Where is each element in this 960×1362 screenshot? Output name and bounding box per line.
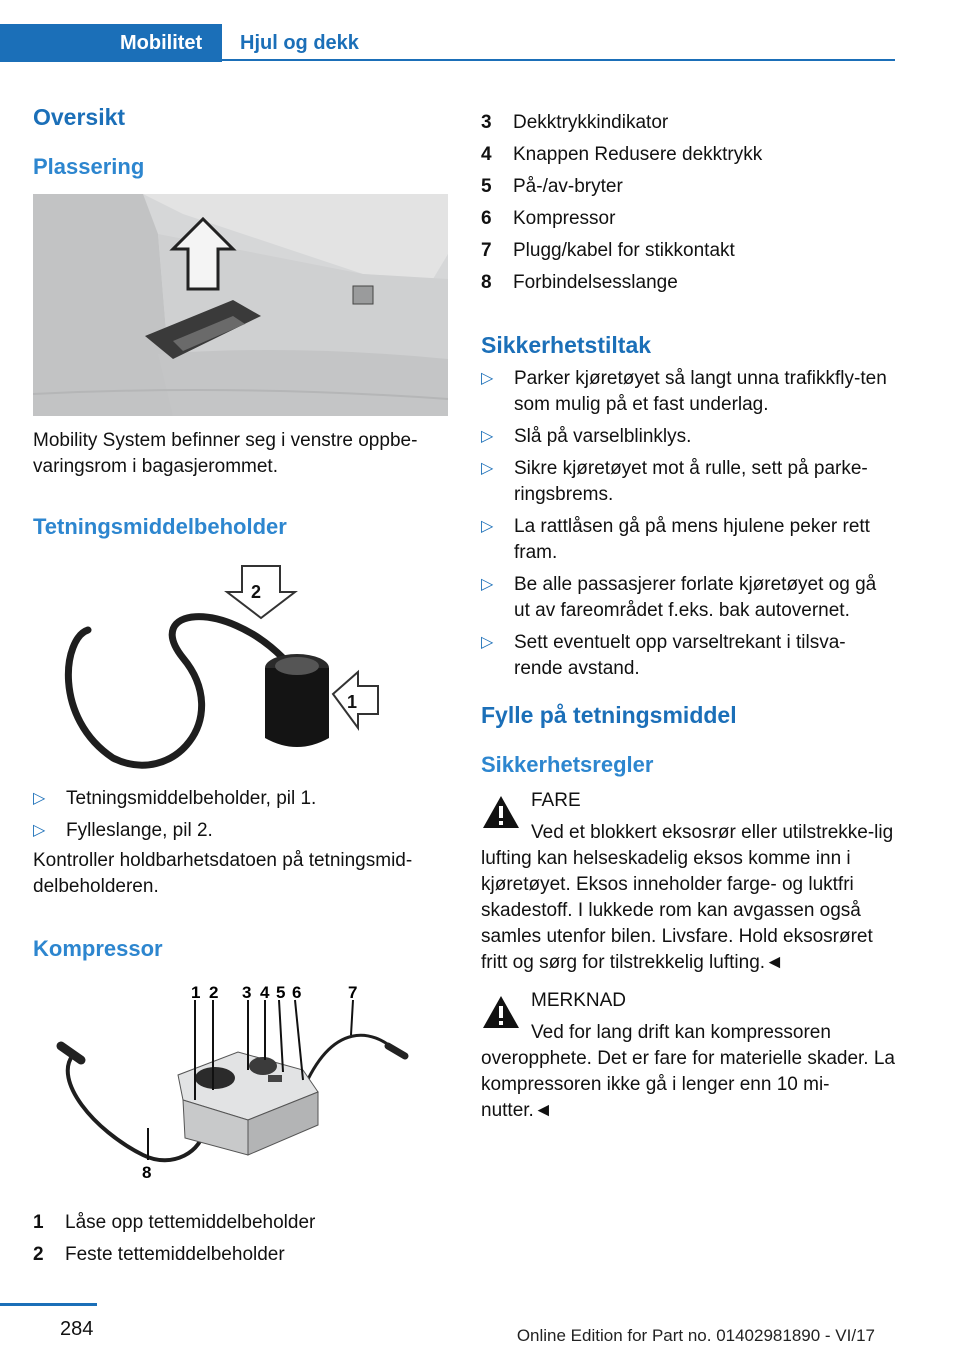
list-item: ▷ La rattlåsen gå på mens hjulene peker rett fram. bbox=[481, 514, 893, 566]
heading-sikkerhetstiltak: Sikkerhetstiltak bbox=[481, 332, 652, 358]
container-description: Kontroller holdbarhetsdatoen på tetningsmid-delbeholderen. bbox=[33, 850, 413, 897]
figure-label-1: 1 bbox=[347, 692, 358, 712]
danger-notice bbox=[481, 788, 896, 976]
list-item: 3 Dekktrykkindikator bbox=[481, 112, 669, 133]
safety-list bbox=[481, 366, 893, 682]
subheading-kompressor: Kompressor bbox=[33, 936, 163, 961]
figure-label-7: 7 bbox=[348, 983, 358, 1002]
list-item: 2 Feste tettemiddelbeholder bbox=[33, 1244, 285, 1265]
container-item-list bbox=[33, 786, 448, 844]
compressor-illustration bbox=[33, 980, 448, 1190]
heading-fylle-pa-tetningsmiddel: Fylle på tetningsmiddel bbox=[481, 702, 737, 728]
list-item: ▷ Parker kjøretøyet så langt unna trafikkfly-ten som mulig på et fast underlag. bbox=[481, 366, 893, 418]
notice-text: Ved for lang drift kan kompressoren overopphete. Det er fare for materielle skader. La kompressoren ikke gå i lenger enn 10 mi-nutter.◄ bbox=[481, 1022, 896, 1121]
list-item: 8 Forbindelsesslange bbox=[481, 272, 678, 293]
subheading-sikkerhetsregler: Sikkerhetsregler bbox=[481, 752, 654, 777]
tab-hjul-og-dekk[interactable]: Hjul og dekk bbox=[240, 32, 359, 54]
list-item: 7 Plugg/kabel for stikkontakt bbox=[481, 240, 735, 261]
list-item: 6 Kompressor bbox=[481, 208, 616, 229]
figure-label-2: 2 bbox=[251, 582, 262, 602]
header-tabs bbox=[0, 24, 895, 62]
list-item: 5 På-/av-bryter bbox=[481, 176, 623, 197]
footer-divider bbox=[0, 1303, 97, 1306]
subheading-plassering: Plassering bbox=[33, 154, 145, 179]
section-heading-oversikt: Oversikt bbox=[33, 104, 126, 130]
figure-label-5: 5 bbox=[276, 983, 286, 1002]
notice bbox=[481, 988, 896, 1124]
list-item: 1 Låse opp tettemiddelbeholder bbox=[33, 1212, 316, 1233]
trunk-illustration-svg bbox=[33, 194, 448, 416]
list-item: ▷ Be alle passasjerer forlate kjøretøyet og gå ut av fareområdet f.eks. bak autovernet. bbox=[481, 572, 893, 624]
location-description: Mobility System befinner seg i venstre oppbe-varingsrom i bagasjerommet. bbox=[33, 430, 418, 477]
page-number: 284 bbox=[60, 1318, 94, 1340]
list-item: ▷ Fylleslange, pil 2. bbox=[33, 818, 448, 844]
figure-label-4: 4 bbox=[260, 983, 270, 1002]
list-item: ▷ Sikre kjøretøyet mot å rulle, sett på parke-ringsbrems. bbox=[481, 456, 893, 508]
compressor-legend-right bbox=[481, 110, 896, 296]
danger-text: Ved et blokkert eksosrør eller utilstrekke-lig lufting kan helseskadelig eksos komme inn i kjøretøyet. Eksos inneholder farge- og luktfri skadestoff. I lukkede rom kan avgassen også samles utenfor bilen. Livsfare. Hold eksosrøret fritt og sørg for tilstrekkelig lufting.◄ bbox=[481, 822, 894, 973]
tab-mobilitet[interactable] bbox=[0, 24, 222, 62]
trunk-location-illustration bbox=[33, 194, 448, 416]
figure-label-3: 3 bbox=[242, 983, 252, 1002]
figure-label-1: 1 bbox=[191, 983, 201, 1002]
sealant-container-illustration bbox=[33, 558, 448, 776]
tab-mobilitet-label: Mobilitet bbox=[120, 32, 203, 54]
figure-label-6: 6 bbox=[292, 983, 302, 1002]
list-item: 4 Knappen Redusere dekktrykk bbox=[481, 144, 763, 165]
header-divider bbox=[222, 59, 895, 61]
list-item: ▷ Sett eventuelt opp varseltrekant i tilsva-rende avstand. bbox=[481, 630, 893, 682]
notice-title: MERKNAD bbox=[531, 990, 627, 1011]
figure-label-8: 8 bbox=[142, 1163, 152, 1182]
danger-title: FARE bbox=[531, 790, 581, 811]
edition-info: Online Edition for Part no. 01402981890 - VI/17 bbox=[516, 1326, 875, 1345]
subheading-tetningsmiddelbeholder: Tetningsmiddelbeholder bbox=[33, 514, 287, 539]
list-item: ▷ Slå på varselblinklys. bbox=[481, 424, 893, 450]
compressor-legend-left bbox=[33, 1210, 448, 1268]
list-item: ▷ Tetningsmiddelbeholder, pil 1. bbox=[33, 786, 448, 812]
figure-label-2: 2 bbox=[209, 983, 219, 1002]
